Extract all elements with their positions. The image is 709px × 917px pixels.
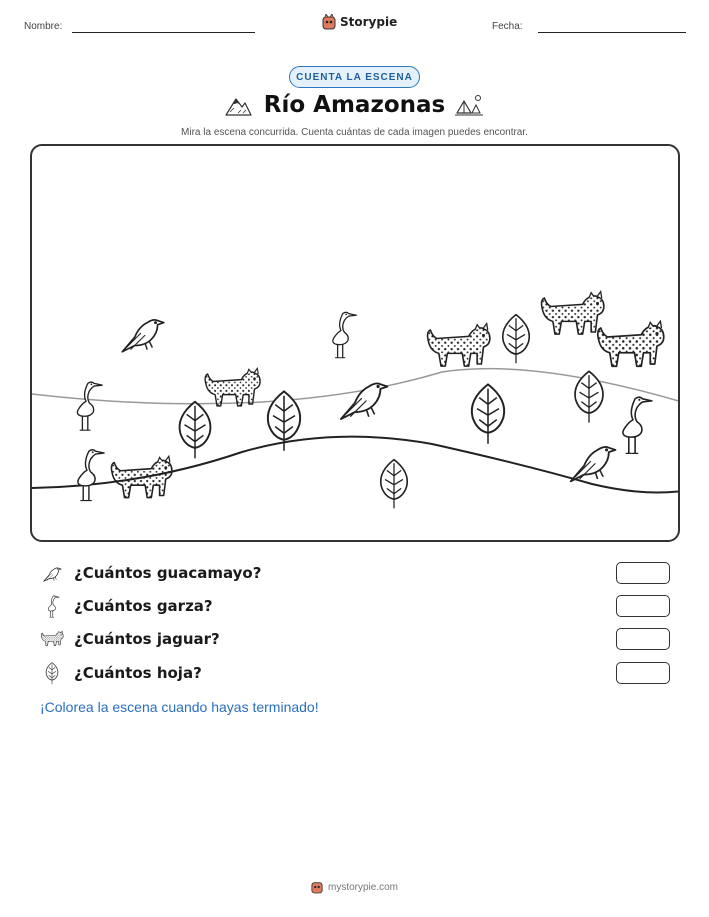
heron-icon	[333, 312, 356, 357]
name-field[interactable]	[72, 32, 255, 33]
instructions: Mira la escena concurrida. Cuenta cuántas de cada imagen puedes encontrar.	[181, 127, 528, 138]
jaguar-icon	[598, 321, 664, 366]
camp-tent-icon	[454, 93, 484, 117]
date-field[interactable]	[538, 32, 686, 33]
leaf-icon	[503, 315, 530, 364]
scene-illustration	[32, 146, 680, 542]
footer-url[interactable]: mystorypie.com	[327, 881, 398, 893]
brand-logo	[322, 14, 397, 30]
answer-box[interactable]	[616, 562, 670, 584]
jaguar-icon	[205, 368, 260, 406]
leaf-icon	[472, 384, 504, 443]
question-label: ¿Cuántos hoja?	[74, 664, 202, 682]
heron-icon	[40, 594, 64, 618]
jaguar-icon	[542, 292, 604, 335]
bird-icon	[40, 561, 64, 585]
question-row	[40, 660, 670, 686]
heron-icon	[77, 382, 102, 430]
leaf-icon	[268, 391, 300, 450]
leaf-icon	[180, 402, 211, 459]
bird-icon	[341, 383, 387, 419]
leaf-icon	[575, 371, 603, 422]
question-label: ¿Cuántos guacamayo?	[74, 564, 262, 582]
footer	[0, 880, 709, 894]
storypie-mascot-icon	[311, 880, 323, 894]
page-title: Río Amazonas	[263, 92, 446, 118]
question-label: ¿Cuántos jaguar?	[74, 630, 220, 648]
coloring-note: ¡Colorea la escena cuando hayas terminado!	[40, 699, 319, 715]
heron-icon	[623, 397, 652, 453]
bird-icon	[571, 447, 616, 481]
date-label: Fecha:	[492, 21, 523, 32]
question-row	[40, 560, 670, 586]
scene-frame	[30, 144, 680, 542]
answer-box[interactable]	[616, 628, 670, 650]
question-row	[40, 626, 670, 652]
jaguar-icon	[428, 324, 490, 367]
answer-box[interactable]	[616, 595, 670, 617]
leaf-icon	[40, 661, 64, 685]
bird-icon	[122, 320, 164, 352]
question-row	[40, 593, 670, 619]
question-label: ¿Cuántos garza?	[74, 597, 213, 615]
storypie-mascot-icon	[322, 14, 336, 30]
heron-icon	[78, 450, 104, 501]
jaguar-icon	[111, 456, 172, 497]
leaf-icon	[381, 460, 408, 509]
brand-name: Storypie	[340, 15, 398, 29]
activity-badge: CUENTA LA ESCENA	[289, 66, 420, 88]
name-label: Nombre:	[24, 21, 63, 32]
jaguar-icon	[40, 627, 64, 651]
answer-box[interactable]	[616, 662, 670, 684]
